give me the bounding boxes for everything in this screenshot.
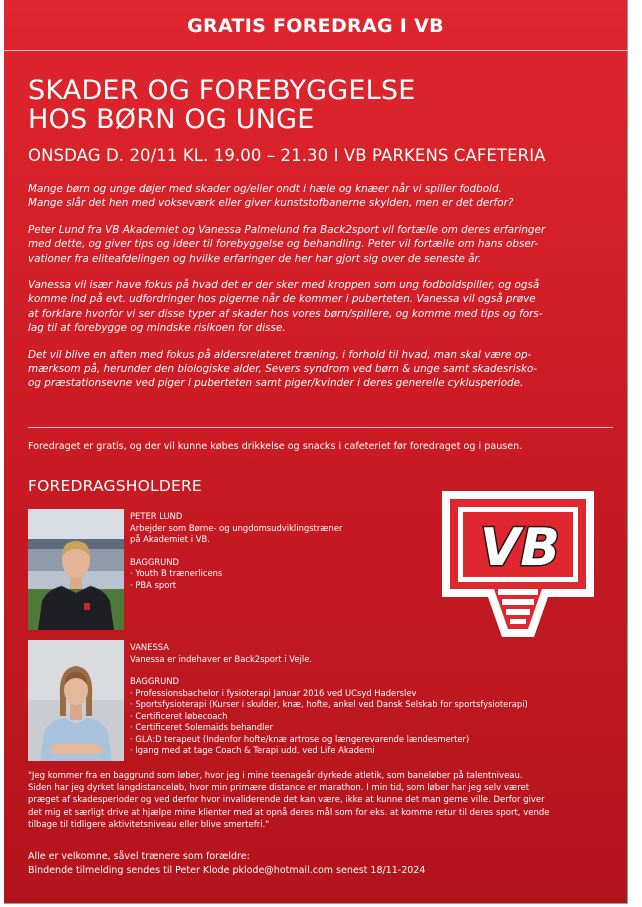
intro-line: Peter Lund fra VB Akademiet og Vanessa Palmelund fra Back2sport vil fortælle om deres erfaringer [28,223,546,236]
quote-line: tilbage til tidligere aktivitetsniveau eller blive smertefri." [28,819,270,830]
intro-line: Mange børn og unge døjer med skader og/eller ondt i hæle og knæer når vi spiller fodbold. [28,183,502,195]
vanessa-bio [130,642,620,757]
intro-paragraph [28,278,613,336]
vanessa-background-item: · GLA:D terapeut (Indenfor hofte/knæ artrose og længerevarende lændesmerter) [130,733,470,744]
vb-logo [438,487,598,647]
main-title [28,76,618,134]
vanessa-quote [28,770,623,831]
intro-line: komme ind på evt. udfordringer hos pigerne når de kommer i puberteten. Vanessa vil også prøve [28,293,536,306]
divider-top [4,50,627,51]
quote-line: Siden har jeg dyrket langdistanceløb, hvor min primære distance er marathon. I min tid, som løber har jeg selv været [28,783,530,794]
quote-line: det mig et særligt drive at hjælpe mine klienter med at opnå deres mål som for eks. at komme retur til deres sport, vende [28,807,550,818]
signup-info [28,850,618,878]
quote-line: præget af skadesperioder og ved derfor hvor invaliderende det kan være, ikke at kunne det man gerne ville. Derfor giver [28,795,545,806]
vanessa-background-heading: BAGGRUND [130,676,179,686]
speakers-heading: FOREDRAGSHOLDERE [28,477,202,495]
peter-role-line: på Akademiet i VB. [130,534,210,544]
flyer-page [4,0,628,904]
intro-paragraph [28,182,613,211]
intro-line: mærksom på, herunder den biologiske alder, Severs syndrom ved børn & unge samt skadesrisko- [28,363,538,376]
banner-heading: GRATIS FOREDRAG I VB [187,15,444,37]
peter-background-item: · PBA sport [130,579,177,590]
peter-bio [130,511,430,591]
intro-line: vationer fra eliteafdelingen og hvilke erfaringer de her har gjort sig over de seneste år. [28,252,482,265]
welcome-line: Alle er velkomne, såvel trænere som forældre: [28,851,250,862]
title-line: SKADER OG FOREBYGGELSE [28,75,416,106]
vanessa-role-line: Vanessa er indehaver er Back2sport i Vejle. [130,653,313,664]
intro-paragraph [28,348,613,391]
intro-line: og præstationsevne ved piger i puberteten samt piger/kvinder i deres generelle cyklusperiode. [28,377,524,390]
vanessa-background-item: · Igang med at tage Coach & Terapi udd. ved Life Akademi [130,745,375,755]
peter-name: PETER LUND [130,511,183,521]
event-date-location: ONSDAG D. 20/11 KL. 19.00 – 21.30 I VB PARKENS CAFETERIA [28,146,546,165]
intro-line: lag til at forebygge og mindske risikoen for disse. [28,322,286,335]
title-line: HOS BØRN OG UNGE [28,104,315,135]
intro-paragraph [28,223,613,266]
vb-logo-text: VB [480,518,560,578]
peter-background-item: · Youth B trænerlicens [130,568,223,578]
vanessa-name: VANESSA [130,642,169,652]
vanessa-background-item: · Professionsbachelor i fysioterapi Januar 2016 ved UCsyd Haderslev [130,687,417,698]
intro-text [28,182,613,403]
vanessa-background-item: · Certificeret Solemaids behandler [130,722,274,732]
intro-line: med dette, og giver tips og ideer til forebyggelse og behandling. Peter vil fortælle om hans obser- [28,238,539,251]
free-note: Foredraget er gratis, og der vil kunne købes drikkelse og snacks i cafeteriet før foredraget og i pausen. [28,441,523,452]
vanessa-photo [28,640,124,761]
intro-line: Vanessa vil især have fokus på hvad det er der sker med kroppen som ung fodboldspiller, og også [28,279,540,292]
vanessa-background-item: · Certificeret løbecoach [130,710,228,721]
intro-line: Mange slår det hen med vokseværk eller giver kunststofbanerne skylden, men er det derfor? [28,197,514,210]
peter-background-heading: BAGGRUND [130,556,179,567]
divider-middle [28,427,613,428]
peter-photo [28,509,124,630]
intro-line: at forklare hvorfor vi ser disse typer af skader hos vores børn/spillere, og komme med tips og fors- [28,307,543,320]
peter-role-line: Arbejder som Børne- og ungdomsudviklingstræner [130,522,343,533]
intro-line: Det vil blive en aften med fokus på aldersrelateret træning, i forhold til hvad, man skal være op- [28,348,532,361]
vanessa-background-item: · Sportsfysioterapi (Kurser i skulder, knæ, hofte, ankel ved Dansk Selskab for sportsfysioterapi) [130,699,528,709]
registration-line: Bindende tilmelding sendes til Peter Klode pklode@hotmail.com senest 18/11-2024 [28,865,426,876]
quote-line: "Jeg kommer fra en baggrund som løber, hvor jeg i mine teenageår dyrkede atletik, som baneløber på talentniveau. [28,771,523,781]
